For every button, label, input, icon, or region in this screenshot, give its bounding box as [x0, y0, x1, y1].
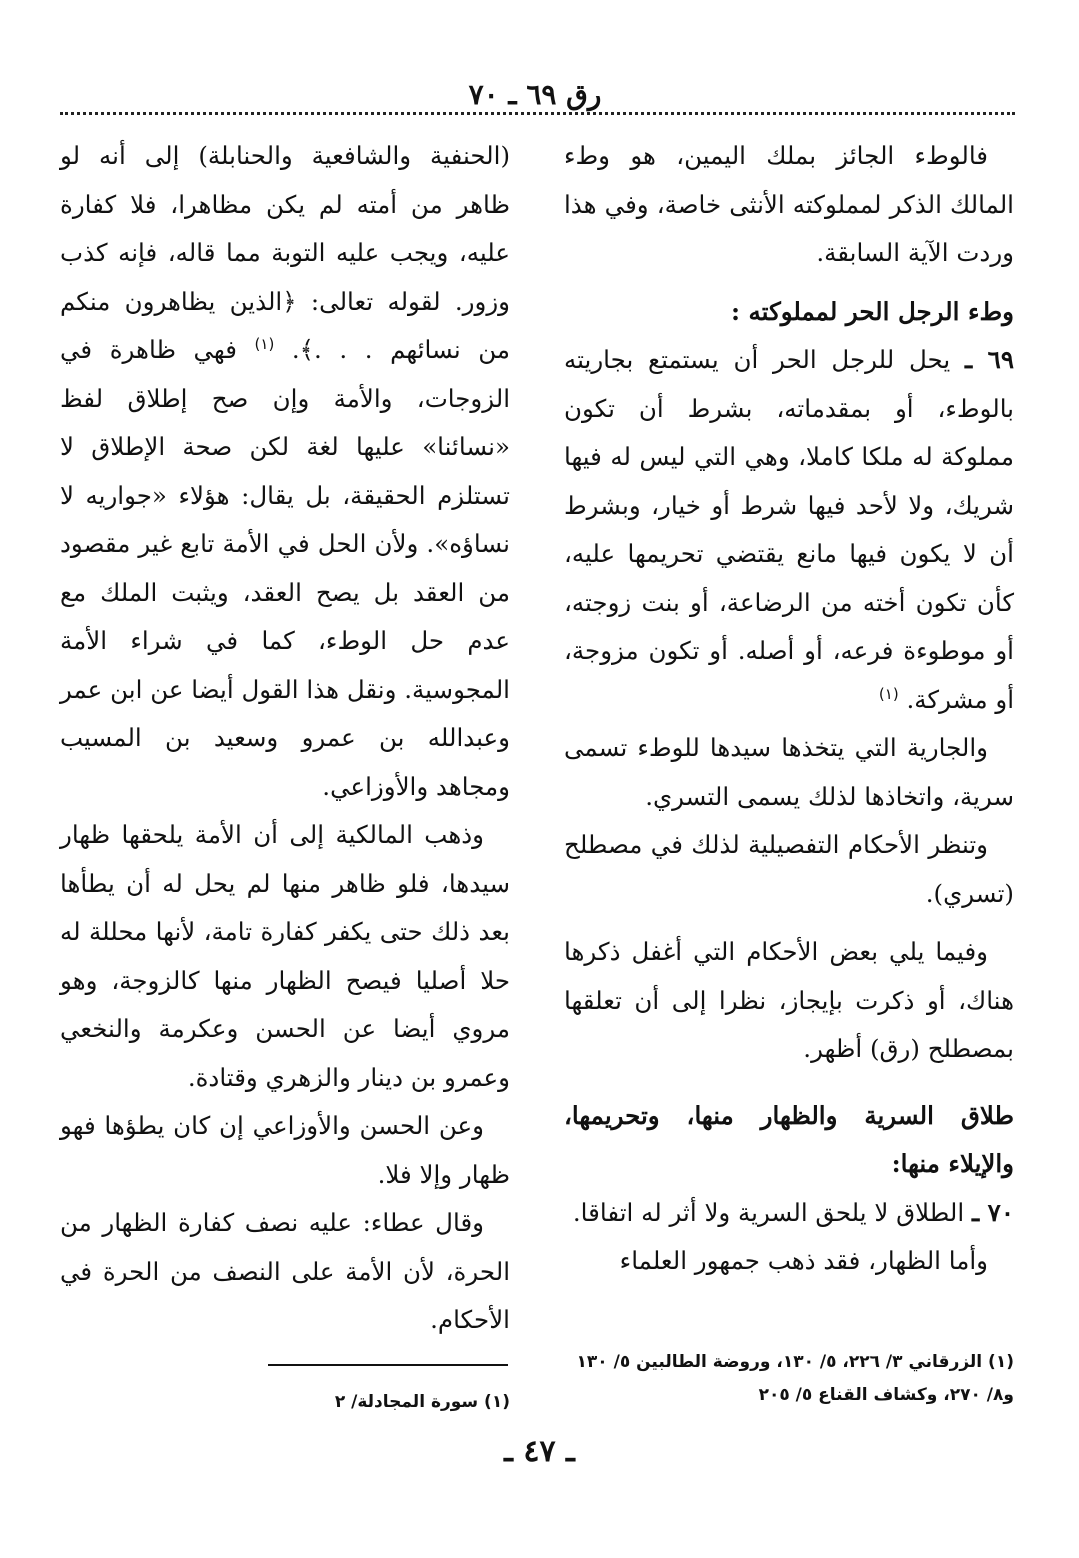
- numbered-paragraph: [564, 1189, 1014, 1238]
- paragraph-text: الطلاق لا يلحق السرية ولا أثر له اتفاقا.: [572, 1197, 965, 1227]
- paragraph-text: (الحنفية والشافعية والحنابلة) إلى أنه لو ظاهر من أمته لم يكن مظاهرا، فلا كفارة عليه، ويجب عليه التوبة مما قاله، فإنه كذب وزور. لقوله تعالى: ﴿الذين يظاهرون منكم من نسائهم . . .﴾.: [60, 141, 510, 364]
- paragraph: والجارية التي يتخذها سيدها للوطء تسمى سرية، واتخاذها لذلك يسمى التسري.: [564, 733, 1014, 811]
- paragraph-text: يحل للرجل الحر أن يستمتع بجاريته بالوطء، أو بمقدماته، بشرط أن تكون مملوكة له ملكا كاملا، وهي التي ليس له فيها شريك، ولا لأحد فيها شرط أو خيار، وبشرط أن لا يكون فيها مانع يقتضي تحريمها عليه، كأن تكون أخته من الرضاعة، أو بنت زوجته، أو موطوءة فرعه، أو أصله. أو تكون مزوجة، أو مشركة.: [564, 345, 1014, 714]
- paragraph-number: ٧٠ ـ: [971, 1197, 1014, 1227]
- left-column: [60, 132, 510, 1345]
- paragraph: وعن الحسن والأوزاعي إن كان يطؤها فهو ظهار وإلا فلا.: [60, 1111, 510, 1189]
- header-dotted-rule: [60, 112, 1015, 115]
- footnote-rule: [268, 1364, 508, 1366]
- numbered-paragraph: [564, 336, 1014, 724]
- section-heading: وطء الرجل الحر لمملوكته :: [730, 296, 1014, 326]
- paragraph: وأما الظهار، فقد ذهب جمهور العلماء: [619, 1246, 988, 1275]
- footnote-marker: (١): [878, 684, 899, 703]
- footnote-left: (١) سورة المجادلة/ ٢: [334, 1392, 510, 1412]
- footnote-marker: (١): [254, 334, 275, 353]
- page-number: ـ ٤٧ ـ: [504, 1434, 575, 1469]
- paragraph: فالوطء الجائز بملك اليمين، هو وطء المالك الذكر لمملوكته الأنثى خاصة، وفي هذا وردت الآية السابقة.: [564, 141, 1014, 267]
- paragraph: وذهب المالكية إلى أن الأمة يلحقها ظهار سيدها، فلو ظاهر منها لم يحل له أن يطأها بعد ذلك حتى يكفر كفارة تامة، لأنها محللة له حلا أصليا فيصح الظهار منها كالزوجة، وهو مروي أيضا عن الحسن وعكرمة والنخعي وعمرو بن دينار والزهري وقتادة.: [60, 820, 510, 1092]
- paragraph: وتنظر الأحكام التفصيلية لذلك في مصطلح (تسري).: [564, 830, 1014, 908]
- paragraph-number: ٦٩ ـ: [964, 345, 1014, 374]
- footnote-right: (١) الزرقاني ٣/ ٢٢٦، ٥/ ١٣٠، وروضة الطالبين ٥/ ١٣٠ و٨/ ٢٧٠، وكشاف القناع ٥/ ٢٠٥: [576, 1352, 1014, 1405]
- section-heading: طلاق السرية والظهار منها، وتحريمها، والإيلاء منها:: [564, 1100, 1014, 1178]
- paragraph: [60, 132, 510, 811]
- right-column: [564, 132, 1014, 1286]
- paragraph: وفيما يلي بعض الأحكام التي أغفل ذكرها هناك، أو ذكرت بإيجاز، نظرا إلى أن تعلقها بمصطلح (رق) أظهر.: [564, 937, 1014, 1063]
- paragraph-text: فهي ظاهرة في الزوجات، والأمة وإن صح إطلاق لفظ «نسائنا» عليها لغة لكن صحة الإطلاق لا تستلزم الحقيقة، بل يقال: هؤلاء «جواريه لا نساؤه». ولأن الحل في الأمة تابع غير مقصود من العقد بل يصح العقد، ويثبت الملك مع عدم حل الوطء، كما في شراء الأمة المجوسية. ونقل هذا القول أيضا عن ابن عمر وعبدالله بن عمرو وسعيد بن المسيب ومجاهد والأوزاعي.: [60, 335, 510, 801]
- running-header: رق ٦٩ ـ ٧٠: [468, 78, 602, 111]
- paragraph: وقال عطاء: عليه نصف كفارة الظهار من الحرة، لأن الأمة على النصف من الحرة في الأحكام.: [60, 1208, 510, 1334]
